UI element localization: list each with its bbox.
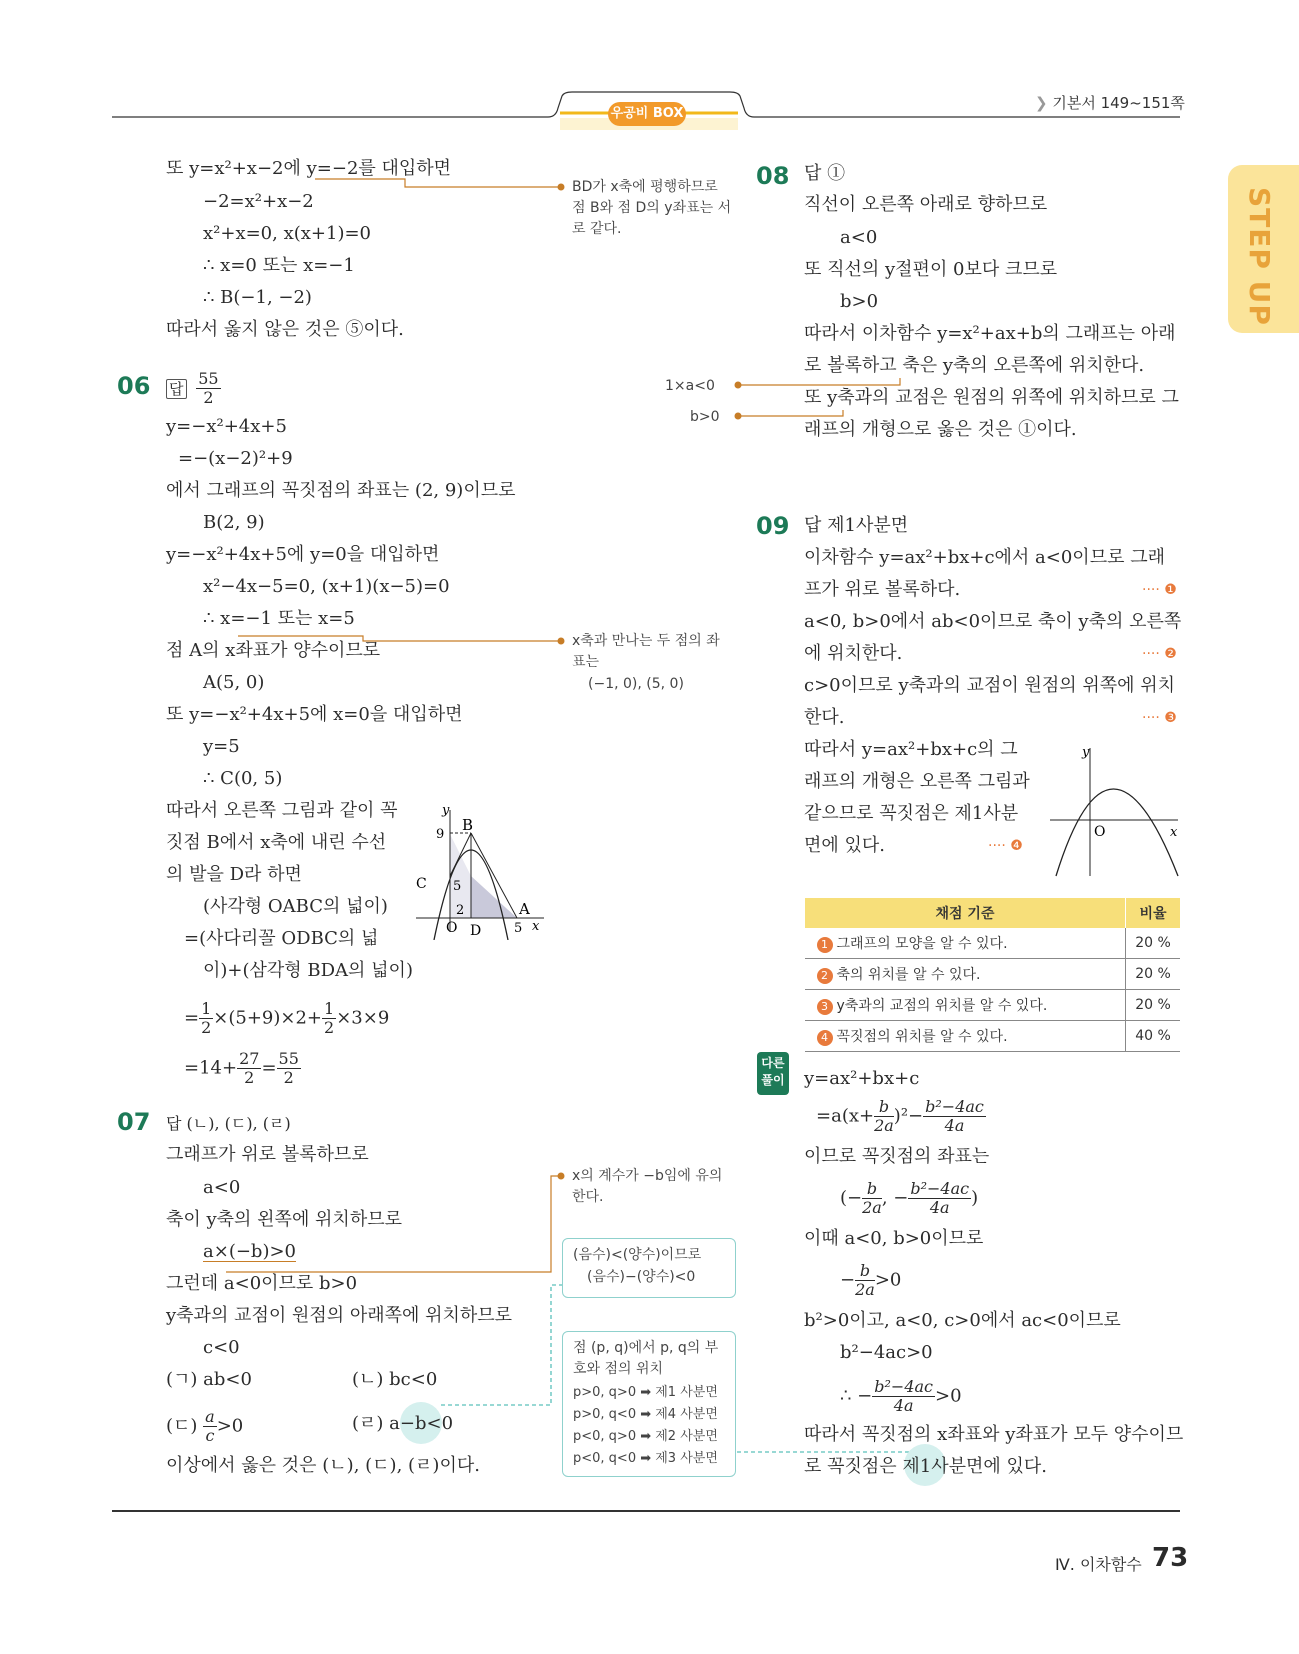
text-line: b>0	[840, 291, 879, 312]
text-line: 래프의 개형으로 옳은 것은 ①이다.	[804, 419, 1077, 440]
vertex-form: =a(x+ $\frac{b}{2a}$ )²− $\frac{\text{b²−4ac}}{4a}$	[816, 1097, 984, 1135]
header-criteria: 채점 기준	[805, 898, 1126, 928]
text-line: 따라서 y=ax²+bx+c의 그	[804, 739, 1018, 760]
point-label-a: A	[519, 900, 530, 918]
text-line: 로 꼭짓점은 제1사분면에 있다.	[804, 1456, 1047, 1477]
step-mark: ···· ❹	[988, 838, 1023, 854]
text-line: 그런데 a<0이므로 b>0	[166, 1273, 358, 1294]
book-reference: ❯ 기본서 149~151쪽	[1035, 94, 1185, 112]
text-line: x²+x=0, x(x+1)=0	[203, 223, 371, 244]
text-line: y=−x²+4x+5	[166, 416, 287, 437]
text-line: a×(−b)>0	[203, 1241, 296, 1262]
text-line: 래프의 개형은 오른쪽 그림과	[804, 771, 1030, 792]
scoring-table	[804, 898, 1180, 1052]
text-line: A(5, 0)	[203, 672, 265, 693]
step-mark: ···· ❷	[1142, 646, 1177, 662]
text-line: ∴ x=−1 또는 x=5	[203, 608, 355, 629]
table-row: 1 그래프의 모양을 알 수 있다. 20 %	[805, 928, 1181, 959]
text-line: 직선이 오른쪽 아래로 향하므로	[804, 194, 1048, 215]
note-1a: 1×a<0	[665, 378, 715, 394]
text-line: 그래프가 위로 볼록하므로	[166, 1144, 369, 1165]
table-row: 4 꼭짓점의 위치를 알 수 있다. 40 %	[805, 1021, 1181, 1052]
text-line: ∴ C(0, 5)	[203, 768, 283, 789]
text-line: y=ax²+bx+c	[804, 1068, 920, 1089]
length-label-2: 2	[456, 903, 465, 918]
axis-label-x: x	[532, 919, 540, 934]
text-line: c<0	[203, 1337, 240, 1358]
answer-06: 답 $\frac{55}{2}$	[166, 370, 221, 407]
table-row: 3 y축과의 교점의 위치를 알 수 있다. 20 %	[805, 990, 1181, 1021]
text-line: 의 발을 D라 하면	[166, 864, 302, 885]
text-line: =−(x−2)²+9	[178, 448, 293, 469]
text-line: 이때 a<0, b>0이므로	[804, 1228, 984, 1249]
axis-label-y: y	[1082, 745, 1090, 760]
problem-number: 07	[117, 1108, 151, 1136]
text-line: 축이 y축의 왼쪽에 위치하므로	[166, 1209, 402, 1230]
alt-solution-badge: 다른 풀이	[757, 1052, 789, 1095]
text-line: −2=x²+x−2	[203, 191, 314, 212]
answer-08: 답 ①	[804, 163, 846, 184]
text-line: b²>0이고, a<0, c>0에서 ac<0이므로	[804, 1310, 1121, 1331]
chapter-label: Ⅳ. 이차함수	[1055, 1555, 1142, 1574]
text-line: 따라서 이차함수 y=x²+ax+b의 그래프는 아래	[804, 323, 1176, 344]
area-result: =14+ $\frac{27}{2}$ = $\frac{55}{2}$	[184, 1049, 299, 1087]
answer-07: 답 (ㄴ), (ㄷ), (ㄹ)	[166, 1114, 291, 1133]
text-line: 로 볼록하고 축은 y축의 오른쪽에 위치한다.	[804, 355, 1145, 376]
text-line: a<0	[203, 1177, 241, 1198]
choice-b: (ㄴ) bc<0	[352, 1369, 438, 1390]
length-label-5: 5	[453, 879, 462, 894]
text-line: 이상에서 옳은 것은 (ㄴ), (ㄷ), (ㄹ)이다.	[166, 1455, 480, 1476]
text-line: 짓점 B에서 x축에 내린 수선	[166, 832, 387, 853]
text-line: 이므로 꼭짓점의 좌표는	[804, 1146, 990, 1167]
text-line: y축과의 교점이 원점의 아래쪽에 위치하므로	[166, 1305, 513, 1326]
text-line: y=−x²+4x+5에 y=0을 대입하면	[166, 544, 440, 565]
text-line: 이차함수 y=ax²+bx+c에서 a<0이므로 그래	[804, 547, 1165, 568]
area-formula: = $\frac{1}{2}$ ×(5+9)×2+ $\frac{1}{2}$ ×3×9	[184, 999, 390, 1037]
vertex-coordinates: (− $\frac{b}{2a}$ , − $\frac{\text{b²−4ac}}{4a}$ )	[840, 1179, 979, 1217]
text-line: 이)+(삼각형 BDA의 넓이)	[203, 960, 413, 981]
chevron-right-icon: ❯	[1035, 94, 1048, 112]
text-line: 같으므로 꼭짓점은 제1사분	[804, 803, 1019, 824]
tick-label-9: 9	[436, 827, 445, 842]
choice-a: (ㄱ) ab<0	[166, 1369, 252, 1390]
text-line: 점 A의 x좌표가 양수이므로	[166, 640, 381, 661]
problem-number: 09	[756, 512, 790, 540]
axis-label-x: x	[1170, 825, 1178, 840]
y-coordinate-sign: ∴ − $\frac{\text{b²−4ac}}{4a}$ >0	[840, 1377, 962, 1415]
step-mark: ···· ❶	[1142, 582, 1177, 598]
text-line: =(사다리꼴 ODBC의 넓	[184, 928, 379, 949]
point-label-d: D	[470, 923, 482, 939]
text-line: ∴ B(−1, −2)	[203, 287, 312, 308]
text-line: 한다.	[804, 707, 845, 728]
note-coefficient: x의 계수가 −b임에 유의한다.	[572, 1168, 723, 1205]
text-line: 에 위치한다.	[804, 643, 903, 664]
table-row: 2 축의 위치를 알 수 있다. 20 %	[805, 959, 1181, 990]
text-line: 에서 그래프의 꼭짓점의 좌표는 (2, 9)이므로	[166, 480, 516, 501]
text-line: 또 y축과의 교점은 원점의 위쪽에 위치하므로 그	[804, 387, 1179, 408]
note-bd-parallel: BD가 x축에 평행하므로 점 B와 점 D의 y좌표는 서로 같다.	[572, 179, 732, 237]
text-line: x²−4x−5=0, (x+1)(x−5)=0	[203, 576, 450, 597]
text-line: 면에 있다.	[804, 835, 885, 856]
quadrant-rule-box: 점 (p, q)에서 p, q의 부호와 점의 위치 p>0, q>0 ➡ 제1 사분면 p>0, q<0 ➡ 제4 사분면 p<0, q>0 ➡ 제2 사분면 p<0, q<0 ➡ 제3 사분면	[562, 1331, 736, 1477]
answer-09: 답 제1사분면	[804, 515, 909, 536]
page-number: 73	[1152, 1543, 1189, 1573]
step-mark: ···· ❸	[1142, 710, 1177, 726]
x-coordinate-sign: − $\frac{b}{2a}$ >0	[840, 1261, 902, 1299]
text-line: 또 y=x²+x−2에 y=−2를 대입하면	[166, 158, 452, 179]
point-label-c: C	[416, 876, 427, 892]
text-line: 따라서 옳지 않은 것은 ⑤이다.	[166, 319, 404, 340]
answer-label: 답	[166, 379, 187, 399]
text-line: b²−4ac>0	[840, 1342, 933, 1363]
text-line: 프가 위로 볼록하다.	[804, 579, 961, 600]
box-badge: 우공비 BOX	[608, 102, 686, 126]
text-line: a<0, b>0에서 ab<0이므로 축이 y축의 오른쪽	[804, 611, 1182, 632]
note-points: (−1, 0), (5, 0)	[588, 676, 684, 692]
text-line: (사각형 OABC의 넓이)	[203, 896, 388, 917]
choice-c: (ㄷ) $\frac{a}{c}$ >0	[166, 1407, 244, 1445]
sign-rule-box: (음수)<(양수)이므로 (음수)−(양수)<0	[562, 1238, 736, 1298]
choice-d: (ㄹ) a−b<0	[352, 1413, 454, 1434]
tick-label-5: 5	[514, 921, 523, 936]
text-line: B(2, 9)	[203, 512, 265, 533]
text-line: ∴ x=0 또는 x=−1	[203, 255, 355, 276]
text-line: c>0이므로 y축과의 교점이 원점의 위쪽에 위치	[804, 675, 1175, 696]
note-b-positive: b>0	[690, 409, 720, 425]
note-x-intercepts: x축과 만나는 두 점의 좌표는	[572, 633, 720, 670]
parabola-figure-09	[1050, 742, 1182, 878]
problem-number: 08	[756, 162, 790, 190]
text-line: 또 y=−x²+4x+5에 x=0을 대입하면	[166, 704, 463, 725]
text-line: y=5	[203, 736, 240, 757]
origin-label: O	[446, 920, 458, 936]
step-up-tab: STEP UP	[1228, 165, 1299, 333]
text-line: 따라서 꼭짓점의 x좌표와 y좌표가 모두 양수이므	[804, 1424, 1184, 1445]
point-label-b: B	[462, 816, 474, 834]
text-line: a<0	[840, 227, 878, 248]
header-ratio: 비율	[1126, 898, 1181, 928]
text-line: 따라서 오른쪽 그림과 같이 꼭	[166, 800, 398, 821]
text-line: 또 직선의 y절편이 0보다 크므로	[804, 259, 1058, 280]
axis-label-y: y	[442, 803, 450, 818]
origin-label: O	[1094, 824, 1106, 840]
problem-number: 06	[117, 372, 151, 400]
